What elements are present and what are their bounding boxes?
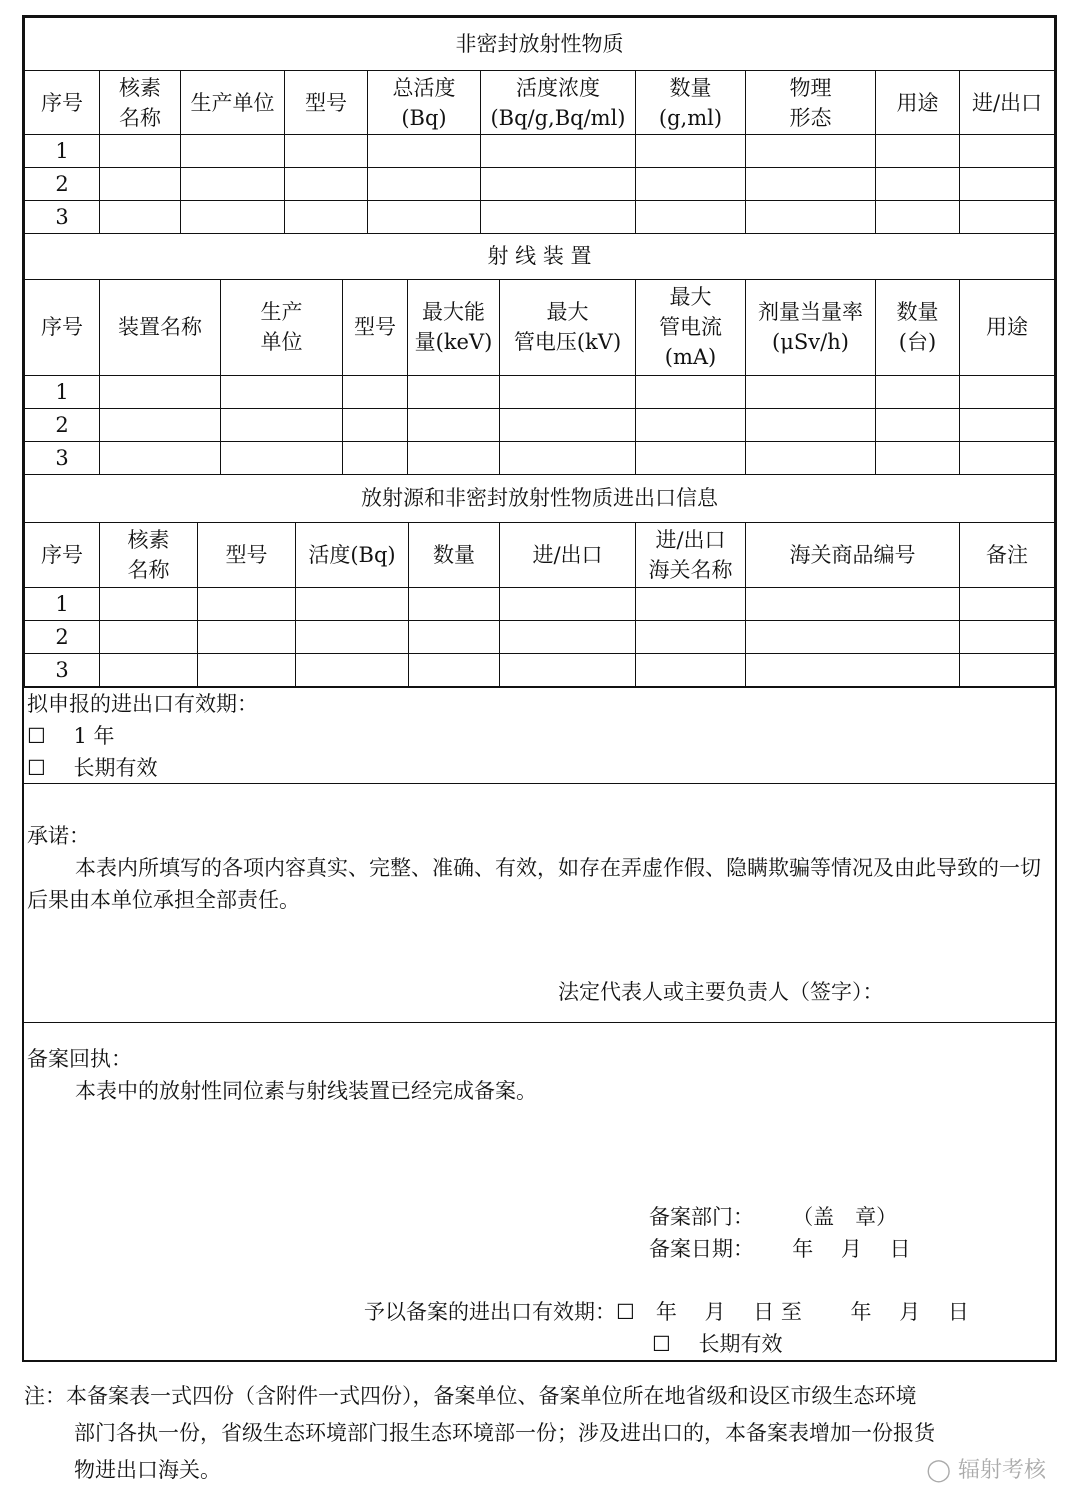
table-cell[interactable]	[198, 654, 296, 687]
table-cell[interactable]	[746, 201, 876, 234]
table-cell[interactable]	[960, 375, 1055, 408]
table-cell[interactable]	[481, 168, 636, 201]
watermark-text: 辐射考核	[957, 1458, 1046, 1483]
table-cell[interactable]	[408, 375, 500, 408]
table-cell[interactable]	[100, 621, 198, 654]
table-unsealed-material	[24, 17, 1055, 234]
table-cell[interactable]	[960, 408, 1055, 441]
signature-label: 法定代表人或主要负责人（签字）：	[558, 980, 884, 1004]
row-number: 1	[25, 588, 100, 621]
column-header: 用途	[876, 71, 960, 135]
column-header: 备注	[960, 523, 1055, 588]
watermark	[926, 1452, 1056, 1489]
checkbox-long-term[interactable]: ☐	[27, 756, 46, 780]
table-cell[interactable]	[500, 408, 636, 441]
table-cell[interactable]	[746, 135, 876, 168]
column-header: 数量 (台)	[876, 279, 960, 375]
column-header: 生产单位	[181, 71, 285, 135]
table-row	[25, 654, 1055, 687]
table-cell[interactable]	[181, 201, 285, 234]
table-row	[25, 201, 1055, 234]
promise-label: 承诺：	[27, 824, 90, 848]
table-cell[interactable]	[296, 621, 409, 654]
table-cell[interactable]	[100, 654, 198, 687]
column-header: 活度浓度 (Bq/g,Bq/ml)	[481, 71, 636, 135]
table-cell[interactable]	[100, 408, 221, 441]
row-number: 3	[25, 654, 100, 687]
table-cell[interactable]	[960, 135, 1055, 168]
receipt-long-term: 长期有效	[698, 1332, 783, 1356]
column-header: 总活度 (Bq)	[368, 71, 481, 135]
table-cell[interactable]	[960, 654, 1055, 687]
table-cell[interactable]	[368, 201, 481, 234]
promise-section	[24, 783, 1055, 1022]
table-cell[interactable]	[409, 588, 500, 621]
section-title: 放射源和非密封放射性物质进出口信息	[25, 475, 1055, 523]
table-cell[interactable]	[636, 408, 746, 441]
table-cell[interactable]	[481, 135, 636, 168]
table-cell[interactable]	[181, 135, 285, 168]
option-long-term: 长期有效	[73, 756, 158, 780]
checkbox-receipt-long-term[interactable]: ☐	[652, 1332, 671, 1356]
column-header: 进/出口	[500, 523, 636, 588]
filing-form	[22, 15, 1057, 1362]
table-cell[interactable]	[746, 588, 960, 621]
column-header: 物理 形态	[746, 71, 876, 135]
table-cell[interactable]	[296, 654, 409, 687]
column-header: 装置名称	[100, 279, 221, 375]
table-cell[interactable]	[746, 375, 876, 408]
table-row	[25, 135, 1055, 168]
column-header: 型号	[198, 523, 296, 588]
table-cell[interactable]	[409, 654, 500, 687]
column-header: 最大能 量(keV)	[408, 279, 500, 375]
table-cell[interactable]	[500, 621, 636, 654]
table-row	[25, 375, 1055, 408]
dept-label: 备案部门：	[649, 1205, 744, 1229]
table-cell[interactable]	[408, 441, 500, 474]
receipt-section	[24, 1022, 1055, 1360]
seal-label: （盖 章）	[792, 1205, 898, 1229]
table-cell[interactable]	[500, 654, 636, 687]
table-cell[interactable]	[221, 408, 343, 441]
column-header: 剂量当量率 (μSv/h)	[746, 279, 876, 375]
column-header: 核素 名称	[100, 523, 198, 588]
column-header: 序号	[25, 71, 100, 135]
table-cell[interactable]	[876, 441, 960, 474]
column-header: 型号	[343, 279, 408, 375]
column-header: 生产 单位	[221, 279, 343, 375]
table-cell[interactable]	[960, 441, 1055, 474]
column-header: 型号	[285, 71, 368, 135]
validity-label: 拟申报的进出口有效期：	[27, 692, 258, 716]
row-number: 1	[25, 135, 100, 168]
table-cell[interactable]	[296, 588, 409, 621]
table-cell[interactable]	[636, 621, 746, 654]
column-header: 数量	[409, 523, 500, 588]
table-cell[interactable]	[746, 168, 876, 201]
date-value: 年 月 日	[792, 1237, 911, 1261]
column-header: 序号	[25, 523, 100, 588]
checkbox-1-year[interactable]: ☐	[27, 724, 46, 748]
option-1-year: 1 年	[73, 724, 115, 748]
date-label: 备案日期：	[649, 1237, 744, 1261]
column-header: 活度(Bq)	[296, 523, 409, 588]
table-cell[interactable]	[636, 135, 746, 168]
column-header: 海关商品编号	[746, 523, 960, 588]
receipt-label: 备案回执：	[27, 1047, 132, 1071]
table-cell[interactable]	[746, 441, 876, 474]
table-cell[interactable]	[100, 201, 181, 234]
table-cell[interactable]	[100, 375, 221, 408]
table-cell[interactable]	[746, 621, 960, 654]
table-cell[interactable]	[876, 201, 960, 234]
table-cell[interactable]	[636, 588, 746, 621]
table-cell[interactable]	[636, 375, 746, 408]
table-cell[interactable]	[876, 135, 960, 168]
table-cell[interactable]	[636, 168, 746, 201]
table-row	[25, 441, 1055, 474]
table-cell[interactable]	[481, 201, 636, 234]
row-number: 3	[25, 441, 100, 474]
note-line: 物进出口海关。	[74, 1458, 221, 1482]
table-cell[interactable]	[500, 588, 636, 621]
table-cell[interactable]	[876, 375, 960, 408]
row-number: 2	[25, 621, 100, 654]
table-cell[interactable]	[285, 201, 368, 234]
column-header: 最大 管电压(kV)	[500, 279, 636, 375]
table-cell[interactable]	[746, 654, 960, 687]
table-cell[interactable]	[198, 588, 296, 621]
column-header: 数量 (g,ml)	[636, 71, 746, 135]
table-cell[interactable]	[368, 135, 481, 168]
table-cell[interactable]	[181, 168, 285, 201]
footnote	[24, 1378, 1056, 1489]
table-cell[interactable]	[343, 441, 408, 474]
validity-section	[24, 687, 1055, 783]
column-header: 最大 管电流 (mA)	[636, 279, 746, 375]
table-cell[interactable]	[100, 588, 198, 621]
period-value: 年 月 日 至 年 月 日	[655, 1300, 969, 1324]
column-header: 序号	[25, 279, 100, 375]
table-cell[interactable]	[343, 375, 408, 408]
note-line: 注：本备案表一式四份（含附件一式四份），备案单位、备案单位所在地省级和设区市级生态环境	[24, 1384, 917, 1408]
table-cell[interactable]	[408, 408, 500, 441]
table-import-export	[24, 475, 1055, 688]
wechat-icon: ◯	[926, 1458, 951, 1483]
table-cell[interactable]	[100, 135, 181, 168]
table-row	[25, 408, 1055, 441]
column-header: 进/出口 海关名称	[636, 523, 746, 588]
table-cell[interactable]	[368, 168, 481, 201]
table-cell[interactable]	[343, 408, 408, 441]
table-cell[interactable]	[285, 168, 368, 201]
table-cell[interactable]	[636, 441, 746, 474]
section-title: 非密封放射性物质	[25, 18, 1055, 71]
table-cell[interactable]	[500, 441, 636, 474]
table-row	[25, 621, 1055, 654]
promise-text: 本表内所填写的各项内容真实、完整、准确、有效，如存在弄虚作假、隐瞒欺骗等情况及由此导致的一切后果由本单位承担全部责任。	[27, 856, 1041, 912]
table-cell[interactable]	[876, 168, 960, 201]
column-header: 核素 名称	[100, 71, 181, 135]
row-number: 2	[25, 168, 100, 201]
table-cell[interactable]	[409, 621, 500, 654]
section-title: 射 线 装 置	[25, 234, 1055, 279]
column-header: 进/出口	[960, 71, 1055, 135]
table-cell[interactable]	[960, 621, 1055, 654]
row-number: 1	[25, 375, 100, 408]
table-cell[interactable]	[636, 654, 746, 687]
row-number: 3	[25, 201, 100, 234]
table-cell[interactable]	[221, 441, 343, 474]
table-cell[interactable]	[198, 621, 296, 654]
table-cell[interactable]	[960, 201, 1055, 234]
table-cell[interactable]	[500, 375, 636, 408]
table-cell[interactable]	[960, 168, 1055, 201]
table-ray-devices	[24, 234, 1055, 475]
note-line: 部门各执一份，省级生态环境部门报生态环境部一份；涉及进出口的，本备案表增加一份报货	[74, 1421, 935, 1445]
table-cell[interactable]	[960, 588, 1055, 621]
table-cell[interactable]	[100, 441, 221, 474]
table-cell[interactable]	[746, 408, 876, 441]
receipt-text: 本表中的放射性同位素与射线装置已经完成备案。	[75, 1079, 537, 1103]
table-cell[interactable]	[285, 135, 368, 168]
column-header: 用途	[960, 279, 1055, 375]
table-cell[interactable]	[221, 375, 343, 408]
checkbox-period[interactable]: ☐	[616, 1300, 635, 1324]
table-cell[interactable]	[100, 168, 181, 201]
row-number: 2	[25, 408, 100, 441]
table-row	[25, 588, 1055, 621]
period-label: 予以备案的进出口有效期：	[364, 1300, 616, 1324]
table-row	[25, 168, 1055, 201]
table-cell[interactable]	[636, 201, 746, 234]
table-cell[interactable]	[876, 408, 960, 441]
